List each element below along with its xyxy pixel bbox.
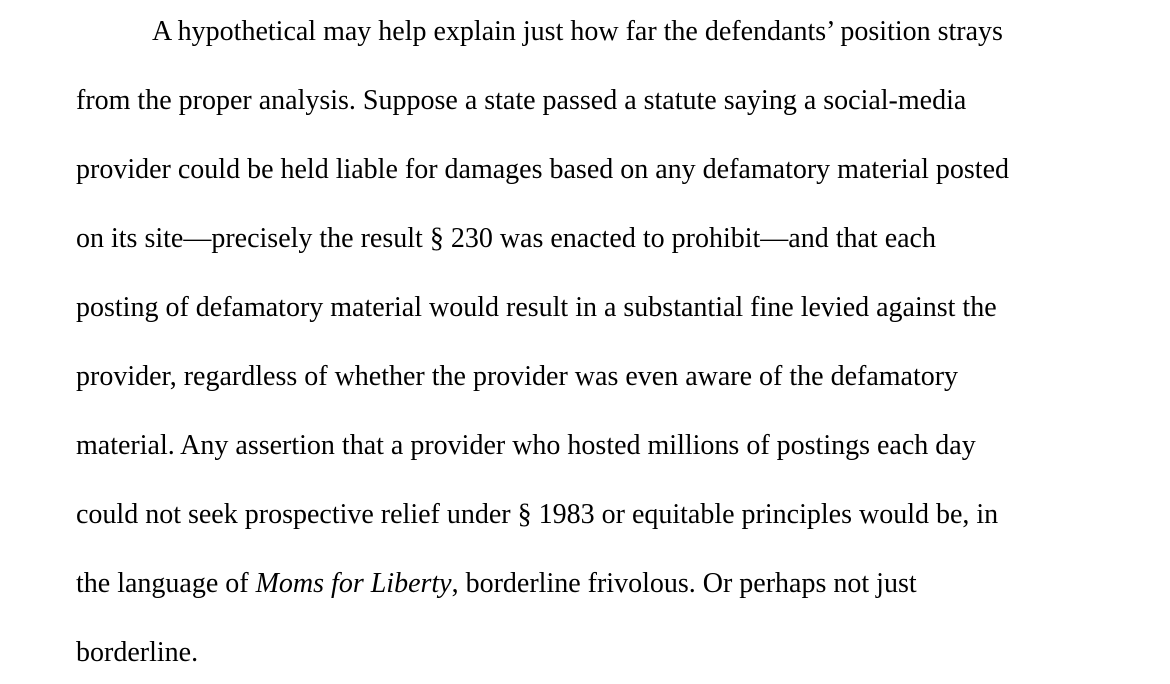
line-9-text-after: , borderline frivolous. Or perhaps not just	[451, 568, 917, 599]
paragraph-line-1: A hypothetical may help explain just how far the defendants’ position strays	[152, 16, 1003, 47]
paragraph-line-9	[76, 567, 917, 601]
paragraph-line-6: provider, regardless of whether the provider was even aware of the defamatory	[76, 361, 959, 392]
paragraph-line-5: posting of defamatory material would result in a substantial fine levied against the	[76, 292, 997, 323]
paragraph-line-4: on its site—precisely the result § 230 was enacted to prohibit—and that each	[76, 223, 936, 254]
paragraph-line-3: provider could be held liable for damages based on any defamatory material posted	[76, 154, 1009, 185]
paragraph-line-10: borderline.	[76, 637, 199, 668]
case-name-italic: Moms for Liberty	[255, 568, 452, 599]
paragraph-line-2: from the proper analysis. Suppose a state passed a statute saying a social-media	[76, 85, 967, 116]
paragraph-line-7: material. Any assertion that a provider who hosted millions of postings each day	[76, 430, 976, 461]
paragraph-line-8: could not seek prospective relief under § 1983 or equitable principles would be, in	[76, 499, 999, 530]
line-9-text-before: the language of	[76, 568, 256, 599]
